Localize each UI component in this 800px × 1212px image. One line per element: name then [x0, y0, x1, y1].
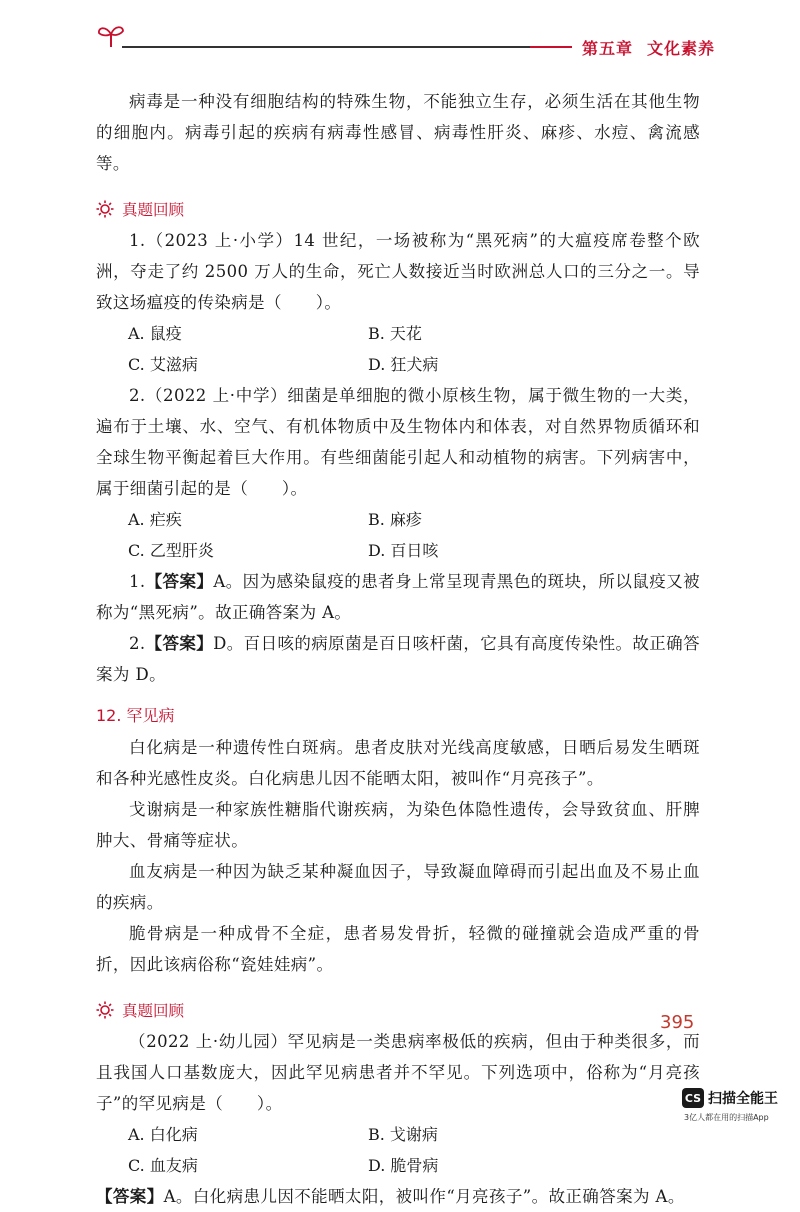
chapter-number: 第五章	[582, 39, 634, 58]
answer-2	[96, 628, 700, 690]
option: A. 白化病	[128, 1125, 198, 1144]
option: D. 狂犬病	[368, 355, 439, 374]
option: D. 脆骨病	[368, 1156, 439, 1175]
option: C. 艾滋病	[128, 355, 198, 374]
watermark-tagline: 3亿人都在用的扫描App	[684, 1113, 769, 1122]
page-number: 395	[660, 1012, 695, 1033]
answer-3	[96, 1181, 700, 1212]
option: B. 天花	[368, 324, 422, 343]
question-2-stem: 2.（2022 上·中学）细菌是单细胞的微小原核生物，属于微生物的一大类，遍布于土壤、水、空气、有机体物质中及生物体内和体表，对自然界物质循环和全球生物平衡起着巨大作用。有些细菌能引起人和动植物的病害。下列病害中，属于细菌引起的是（ ）。	[96, 386, 700, 498]
chapter-heading	[582, 36, 715, 59]
rare-disease-paragraph: 血友病是一种因为缺乏某种凝血因子，导致凝血障碍而引起出血及不易止血的疾病。	[96, 862, 700, 912]
question-2-options	[96, 504, 700, 566]
answer-text: D。百日咳的病原菌是百日咳杆菌，它具有高度传染性。故正确答案为 D。	[96, 634, 700, 684]
rare-disease-paragraph: 脆骨病是一种成骨不全症，患者易发骨折，轻微的碰撞就会造成严重的骨折，因此该病俗称“瓷娃娃病”。	[96, 924, 700, 974]
sprout-icon	[96, 22, 126, 48]
sun-flower-icon	[96, 1001, 114, 1019]
scanner-watermark	[682, 1088, 778, 1108]
option: D. 百日咳	[368, 541, 439, 560]
option: B. 戈谢病	[368, 1125, 438, 1144]
answer-text: A。白化病患儿因不能晒太阳，被叫作“月亮孩子”。故正确答案为 A。	[163, 1187, 685, 1206]
review-heading-1	[96, 193, 700, 225]
option: C. 血友病	[128, 1156, 198, 1175]
review-heading-2	[96, 994, 700, 1026]
answer-number: 2.	[129, 634, 146, 653]
option: A. 鼠疫	[128, 324, 182, 343]
chapter-topic: 文化素养	[647, 39, 716, 58]
option: B. 麻疹	[368, 510, 422, 529]
review-heading-text: 真题回顾	[122, 201, 185, 219]
option: A. 疟疾	[128, 510, 182, 529]
rare-disease-paragraph: 戈谢病是一种家族性糖脂代谢疾病，为染色体隐性遗传，会导致贫血、肝脾肿大、骨痛等症状。	[96, 800, 700, 850]
rare-disease-paragraph: 白化病是一种遗传性白斑病。患者皮肤对光线高度敏感，日晒后易发生晒斑和各种光感性皮炎。白化病患儿因不能晒太阳，被叫作“月亮孩子”。	[96, 738, 700, 788]
question-1-options	[96, 318, 700, 380]
question-1-stem: 1.（2023 上·小学）14 世纪，一场被称为“黑死病”的大瘟疫席卷整个欧洲，夺走了约 2500 万人的生命，死亡人数接近当时欧洲总人口的三分之一。导致这场瘟疫的传染病是（ ）。	[96, 231, 700, 312]
answer-tag: 【答案】	[145, 634, 214, 653]
sun-flower-icon	[96, 200, 114, 218]
option: C. 乙型肝炎	[128, 541, 214, 560]
section-title: 12. 罕见病	[96, 706, 175, 725]
header-accent-rule	[530, 46, 572, 48]
answer-tag: 【答案】	[96, 1187, 164, 1206]
question-3-stem: （2022 上·幼儿园）罕见病是一类患病率极低的疾病，但由于种类很多，而且我国人口基数庞大，因此罕见病患者并不罕见。下列选项中，俗称为“月亮孩子”的罕见病是（ ）。	[96, 1032, 700, 1113]
watermark-name: 扫描全能王	[708, 1091, 778, 1107]
answer-1	[96, 566, 700, 628]
header-rule	[122, 46, 572, 48]
answer-tag: 【答案】	[145, 572, 214, 591]
intro-paragraph: 病毒是一种没有细胞结构的特殊生物，不能独立生存，必须生活在其他生物的细胞内。病毒引起的疾病有病毒性感冒、病毒性肝炎、麻疹、水痘、禽流感等。	[96, 92, 700, 173]
question-3-options	[96, 1119, 700, 1181]
answer-text: A。因为感染鼠疫的患者身上常呈现青黑色的斑块，所以鼠疫又被称为“黑死病”。故正确答案为 A。	[96, 572, 701, 622]
main-content	[96, 86, 700, 1212]
camscanner-logo-icon: CS	[682, 1088, 704, 1108]
review-heading-text: 真题回顾	[122, 1002, 185, 1020]
answer-number: 1.	[129, 572, 146, 591]
